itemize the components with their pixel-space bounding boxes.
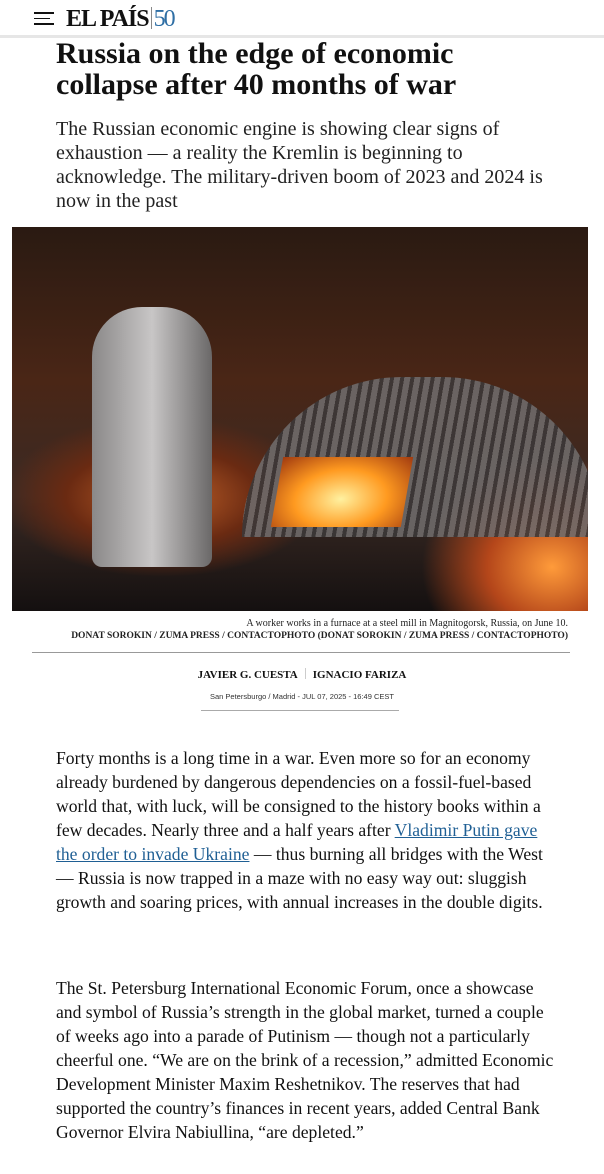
article-paragraph: Forty months is a long time in a war. Even more so for an economy already burdened by dangerous dependencies on a fossil-fuel-based world that, with luck, will be consigned to the history books within a few decades. Nearly three and a half years after Vladimir Putin gave the order to invade Ukraine — thus burning all bridges with the West — Russia is now trapped in a maze with no easy way out: sluggish growth and soaring prices, with annual increases in the double digits. — [56, 748, 543, 912]
author-link[interactable]: IGNACIO FARIZA — [312, 669, 407, 681]
site-header — [0, 0, 604, 38]
byline — [0, 668, 604, 681]
article-photo[interactable] — [12, 227, 588, 611]
article-paragraph: The St. Petersburg International Economic Forum, once a showcase and symbol of Russia’s strength in the global market, turned a couple of weeks ago into a parade of Putinism — though not a particularly cheerful one. “We are on the brink of a recession,” admitted Economic Development Minister Maxim Reshetnikov. The reserves that had supported the country’s finances in recent years, added Central Bank Governor Elvira Nabiullina, “are depleted.” — [56, 978, 554, 1142]
logo-50: 50 — [153, 6, 174, 32]
caption-text: A worker works in a furnace at a steel mill in Magnitogorsk, Russia, on June 10. — [246, 618, 568, 629]
hamburger-menu-icon[interactable] — [34, 12, 54, 26]
logo-text: EL PAÍS — [66, 6, 149, 32]
divider — [201, 710, 399, 711]
article-subtitle: The Russian economic engine is showing clear signs of exhaustion — a reality the Kremlin is beginning to acknowledge. The military-driven boom of 2023 and 2024 is now in the past — [56, 118, 543, 212]
article-title: Russia on the edge of economic collapse after 40 months of war — [56, 37, 457, 101]
divider — [32, 652, 570, 653]
invasion-link[interactable]: Vladimir Putin gave the order to invade Ukraine — [56, 820, 538, 864]
photo-caption — [28, 618, 568, 642]
author-link[interactable]: JAVIER G. CUESTA — [197, 669, 298, 681]
el-pais-logo[interactable] — [66, 6, 174, 33]
dateline: San Petersburgo / Madrid - JUL 07, 2025 - 16:49 CEST — [210, 692, 394, 701]
photo-credit: DONAT SOROKIN / ZUMA PRESS / CONTACTOPHOTO (DONAT SOROKIN / ZUMA PRESS / CONTACTOPHOTO) — [71, 631, 568, 641]
